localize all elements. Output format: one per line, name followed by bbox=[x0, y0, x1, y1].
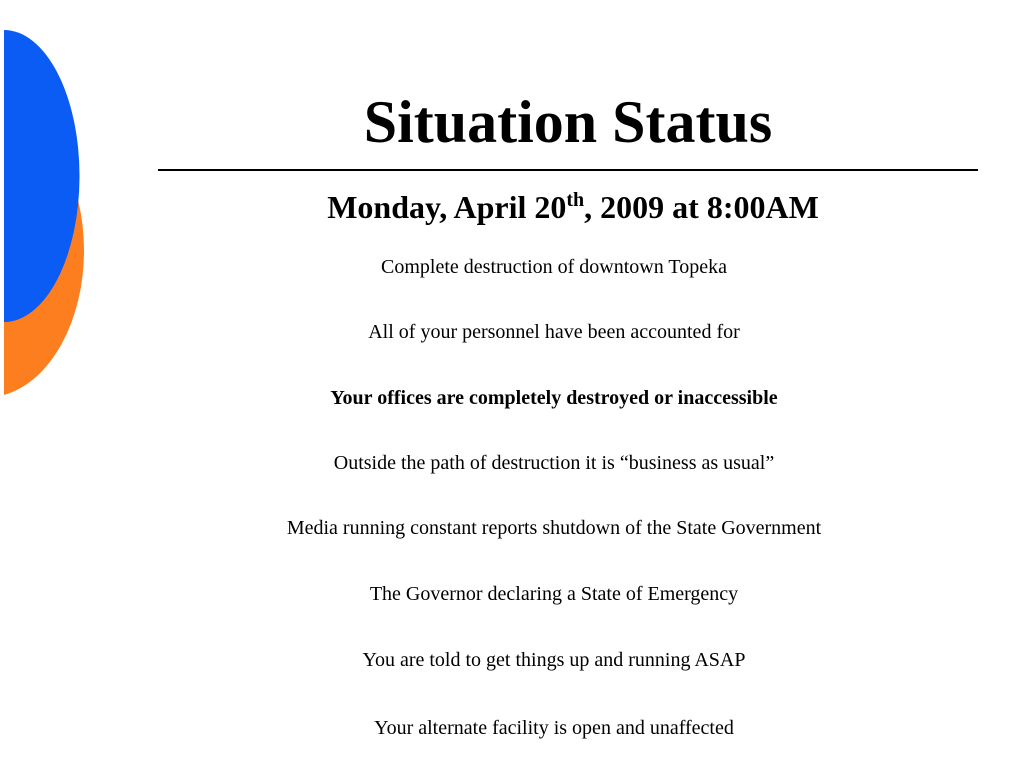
situation-item: All of your personnel have been accounted for bbox=[368, 321, 740, 343]
situation-item: Complete destruction of downtown Topeka bbox=[381, 256, 727, 278]
subtitle-time: , 2009 at 8:00AM bbox=[584, 189, 819, 225]
situation-item: Your offices are completely destroyed or inaccessible bbox=[330, 387, 778, 409]
situation-item: Your alternate facility is open and unaffected bbox=[374, 717, 734, 739]
situation-item: Outside the path of destruction it is “business as usual” bbox=[333, 452, 775, 474]
slide-title: Situation Status bbox=[363, 89, 773, 155]
decorative-circles bbox=[0, 0, 110, 400]
situation-item: The Governor declaring a State of Emergency bbox=[369, 583, 739, 605]
slide-subtitle bbox=[160, 186, 986, 228]
subtitle-date: Monday, April 20 bbox=[327, 189, 567, 225]
title-divider bbox=[158, 169, 978, 171]
situation-item: Media running constant reports shutdown of the State Government bbox=[286, 517, 822, 539]
subtitle-ordinal-suffix: th bbox=[566, 189, 585, 211]
situation-item: You are told to get things up and running ASAP bbox=[362, 649, 746, 671]
